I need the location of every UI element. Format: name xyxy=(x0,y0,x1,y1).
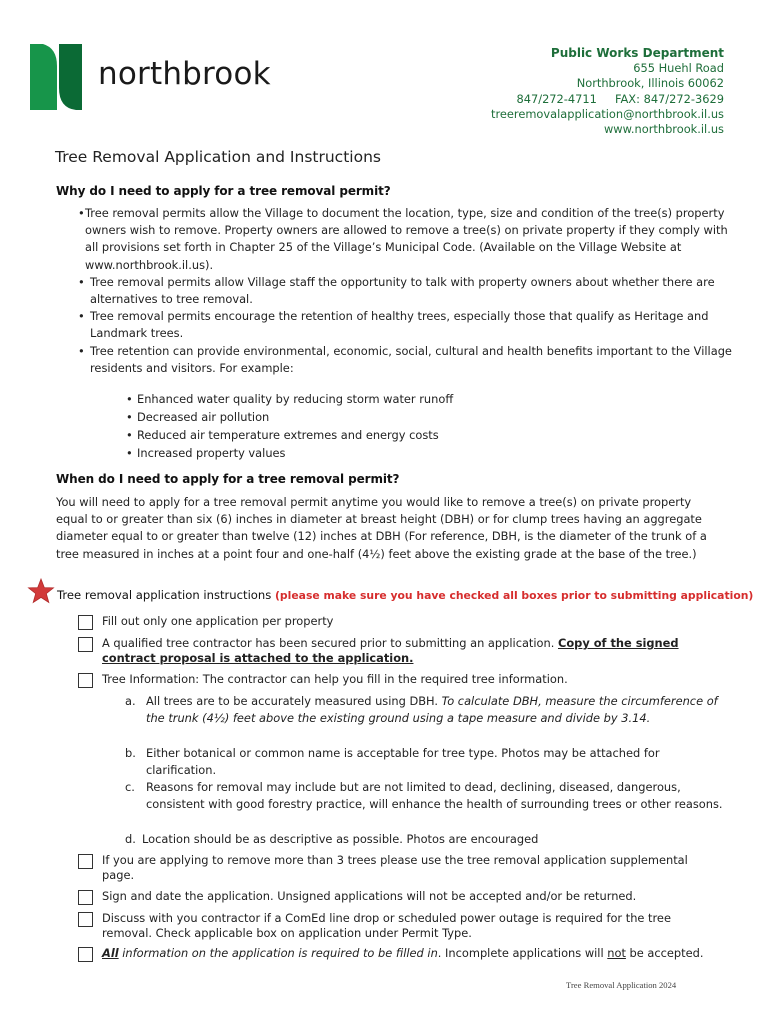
not-word: not xyxy=(607,946,626,960)
required-text: information on the application is required to be filled in xyxy=(118,946,438,960)
address-line2: Northbrook, Illinois 60062 xyxy=(576,76,724,91)
item-label: c. xyxy=(125,780,135,794)
checkbox[interactable] xyxy=(78,673,93,688)
item-text: All trees are to be accurately measured using DBH. xyxy=(146,694,442,708)
website-link[interactable]: www.northbrook.il.us xyxy=(603,122,724,137)
page-title: Tree Removal Application and Instructions xyxy=(55,148,381,166)
phone-fax: 847/272-4711 FAX: 847/272-3629 xyxy=(516,91,724,106)
benefit-item: • Increased property values xyxy=(126,444,453,462)
northbrook-logo-icon xyxy=(30,44,90,110)
checklist-item-tree-information xyxy=(78,672,718,687)
item-body xyxy=(146,693,725,727)
email-link[interactable]: treeremovalapplication@northbrook.il.us xyxy=(490,106,724,121)
checklist-text: Sign and date the application. Unsigned applications will not be accepted and/or be returned. xyxy=(102,889,637,903)
checklist-text: A qualified tree contractor has been secured prior to submitting an application. xyxy=(102,636,558,650)
benefit-item: • Reduced air temperature extremes and energy costs xyxy=(126,426,453,444)
checklist-text-wrap xyxy=(102,636,718,667)
instructions-title: Tree removal application instructions xyxy=(57,588,272,602)
checklist-item-one-application xyxy=(78,614,718,629)
why-bullet-text: Tree retention can provide environmental, economic, social, cultural and health benefits important to the Village residents and visitors. For example: xyxy=(90,343,732,375)
page-footer: Tree Removal Application 2024 xyxy=(566,980,677,990)
why-bullet-text: Tree removal permits encourage the retention of healthy trees, especially those that qualify as Heritage and Landmark trees. xyxy=(90,309,709,341)
benefit-item: • Decreased air pollution xyxy=(126,408,453,426)
checklist-item-sign-date xyxy=(78,889,718,904)
why-bullet xyxy=(78,205,738,274)
checklist-text: Tree Information: The contractor can help you fill in the required tree information. xyxy=(102,672,568,686)
incomplete-text: . Incomplete applications will xyxy=(437,946,608,960)
checkbox[interactable] xyxy=(78,637,93,652)
checklist-item-contractor xyxy=(78,636,718,667)
checklist-item-supplemental-page xyxy=(78,853,718,884)
checklist-text-wrap xyxy=(102,946,718,961)
when-body: You will need to apply for a tree removal permit anytime you would like to remove a tree(s) on private property equal to or greater than six (6) inches in diameter at breast height (DBH) or for clump trees having an aggregate diameter equal to or greater than twelve (12) inches at DBH (For reference, DBH, is the diameter of the trunk of a tree measured in inches at a point four and one-half (4½) feet above the existing grade at the base of the tree.) xyxy=(56,495,707,561)
checkbox[interactable] xyxy=(78,947,93,962)
checklist-text: Fill out only one application per property xyxy=(102,614,334,628)
item-text: Reasons for removal may include but are not limited to dead, declining, diseased, dangerous, consistent with good forestry practice, will enhance the health of surrounding trees or other reasons. xyxy=(146,780,723,812)
item-label: b. xyxy=(125,746,136,760)
benefit-item: • Enhanced water quality by reducing storm water runoff xyxy=(126,390,453,408)
checkbox[interactable] xyxy=(78,890,93,905)
item-italic: To calculate DBH, measure the circumference of the trunk (4½) feet above the existing ground using a tape measure and divide by 3.14. xyxy=(146,694,718,726)
tree-info-item-b xyxy=(125,745,725,779)
item-label: d. xyxy=(125,832,136,846)
star-icon xyxy=(27,578,55,604)
why-bullet xyxy=(78,274,738,308)
tree-info-item-c xyxy=(125,779,725,813)
checklist-item-all-info xyxy=(78,946,718,961)
checklist-emphasis: Copy of the signed contract proposal is attached to the application. xyxy=(102,636,679,666)
checklist-item-comed xyxy=(78,911,718,942)
instructions-note: (please make sure you have checked all boxes prior to submitting application) xyxy=(274,589,754,602)
checklist-text: If you are applying to remove more than 3 trees please use the tree removal application supplemental page. xyxy=(102,853,688,883)
accepted-text: be accepted. xyxy=(625,946,704,960)
tree-info-item-d xyxy=(125,831,725,848)
why-bullet xyxy=(78,343,738,377)
department-name: Public Works Department xyxy=(550,46,724,60)
tree-info-item-a xyxy=(125,693,725,727)
benefit-list xyxy=(126,390,453,462)
item-text: Location should be as descriptive as possible. Photos are encouraged xyxy=(142,832,539,846)
when-heading: When do I need to apply for a tree removal permit? xyxy=(56,472,400,486)
address-line1: 655 Huehl Road xyxy=(633,61,724,76)
why-heading: Why do I need to apply for a tree removal permit? xyxy=(56,184,391,198)
checkbox[interactable] xyxy=(78,912,93,927)
why-bullet-text: Tree removal permits allow Village staff the opportunity to talk with property owners about whether there are alternatives to tree removal. xyxy=(90,274,715,307)
checkbox[interactable] xyxy=(78,854,93,869)
item-label: a. xyxy=(125,694,136,708)
why-bullet-text: • Tree removal permits allow the Village to document the location, type, size and condition of the tree(s) property owners wish to remove. Property owners are allowed to remove a tree(s) on private property if they comply with all provisions set forth in Chapter 25 of the Village’s Municipal Code. (Available on the Village Website at www.northbrook.il.us). xyxy=(85,206,728,272)
checklist-text: Discuss with you contractor if a ComEd line drop or scheduled power outage is required for the tree removal. Check applicable box on application under Permit Type. xyxy=(102,911,671,941)
why-bullet-list xyxy=(78,205,738,377)
all-word: All xyxy=(102,946,119,960)
logo-wordmark: northbrook xyxy=(98,56,271,92)
item-text: Either botanical or common name is acceptable for tree type. Photos may be attached for clarification. xyxy=(146,746,660,778)
contact-block xyxy=(491,46,724,137)
instructions-heading xyxy=(57,588,753,602)
checkbox[interactable] xyxy=(78,615,93,630)
why-bullet xyxy=(78,308,738,342)
